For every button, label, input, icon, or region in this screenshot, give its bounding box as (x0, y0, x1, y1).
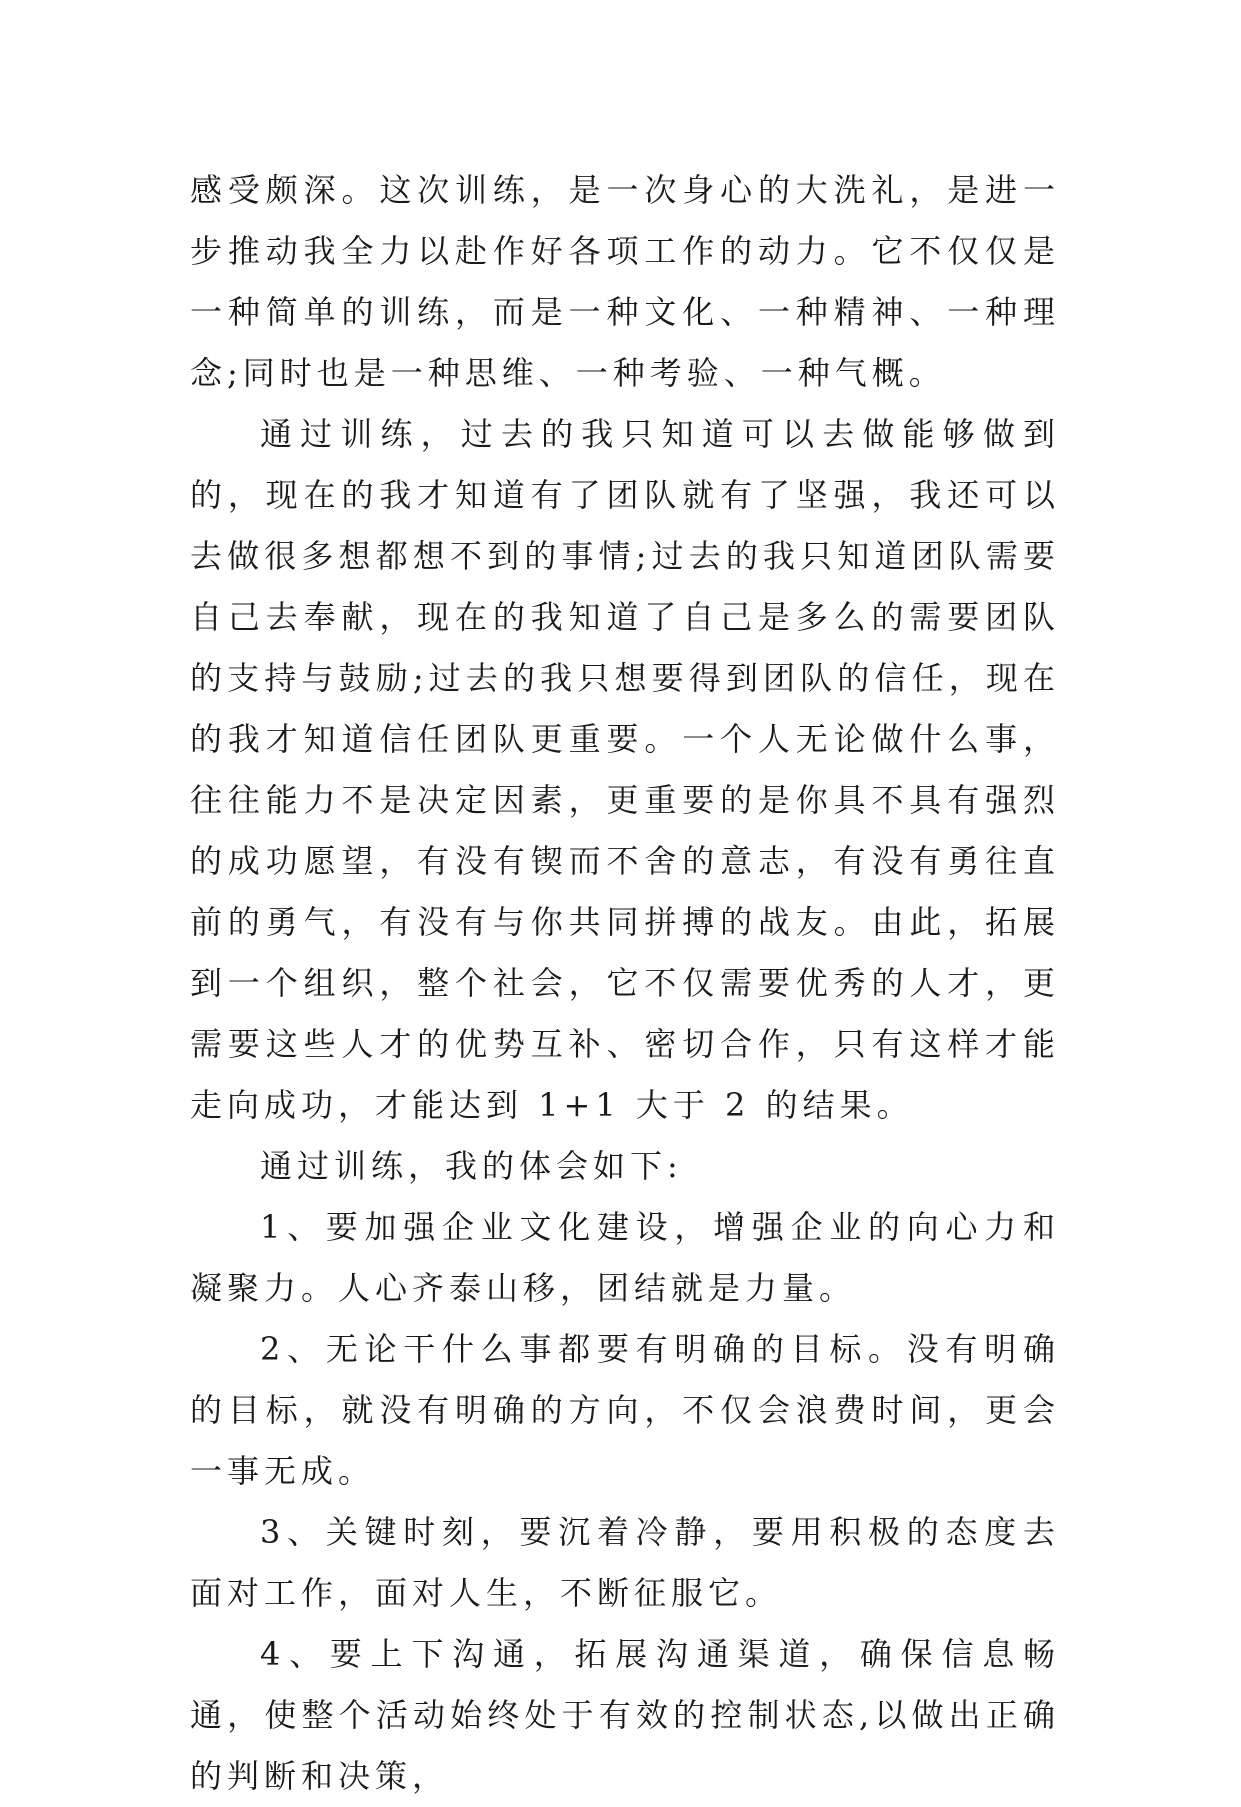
paragraph-3: 通过训练，我的体会如下: (260, 1147, 683, 1185)
document-body (190, 160, 1060, 1807)
paragraph-2: 通过训练，过去的我只知道可以去做能够做到的，现在的我才知道有了团队就有了坚强，我还可以去做很多想都想不到的事情;过去的我只知道团队需要自己去奉献，现在的我知道了自己是多么的需要团队的支持与鼓励;过去的我只想要得到团队的信任，现在的我才知道信任团队更重要。一个人无论做什么事，往往能力不是决定因素，更重要的是你具不具有强烈的成功愿望，有没有锲而不舍的意志，有没有勇往直前的勇气，有没有与你共同拼搏的战友。由此，拓展到一个组织，整个社会，它不仅需要优秀的人才，更需要这些人才的优势互补、密切合作，只有这样才能走向成功，才能达到 1+1 大于 2 的结果。 (190, 415, 1060, 1124)
paragraph-7: 4、要上下沟通，拓展沟通渠道，确保信息畅通，使整个活动始终处于有效的控制状态,以做出正确的判断和决策， (190, 1635, 1060, 1795)
paragraph-1: 感受颇深。这次训练，是一次身心的大洗礼，是进一步推动我全力以赴作好各项工作的动力。它不仅仅是一种简单的训练，而是一种文化、一种精神、一种理念;同时也是一种思维、一种考验、一种气概。 (190, 171, 1060, 392)
paragraph-5: 2、无论干什么事都要有明确的目标。没有明确的目标，就没有明确的方向，不仅会浪费时间，更会一事无成。 (190, 1330, 1060, 1490)
paragraph-4: 1、要加强企业文化建设，增强企业的向心力和凝聚力。人心齐泰山移，团结就是力量。 (190, 1208, 1060, 1307)
paragraph-6: 3、关键时刻，要沉着冷静，要用积极的态度去面对工作，面对人生，不断征服它。 (190, 1513, 1060, 1612)
